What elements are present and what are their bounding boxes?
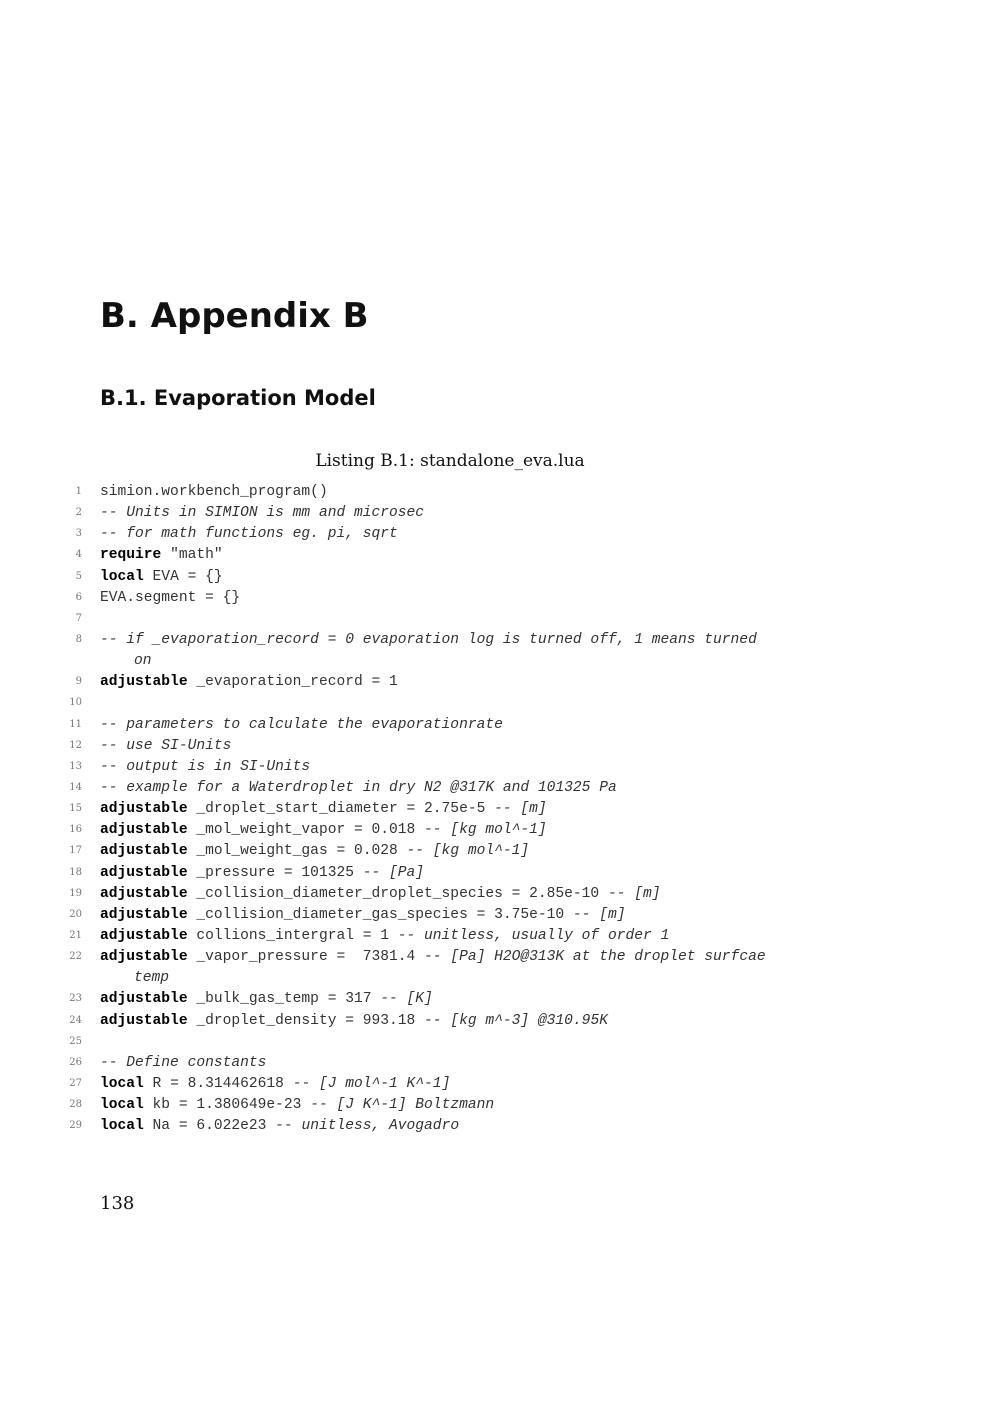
code-text	[100, 545, 223, 566]
line-number: 28	[69, 1099, 82, 1111]
code-text	[100, 1011, 608, 1032]
line-number: 5	[75, 570, 82, 582]
code-body: _mol_weight_vapor = 0.018	[187, 822, 425, 839]
code-line	[0, 1095, 1000, 1116]
code-body: simion.workbench_program()	[100, 484, 328, 500]
line-number: 18	[69, 866, 82, 878]
code-comment: -- parameters to calculate the evaporationrate	[100, 716, 503, 733]
code-line	[0, 820, 1000, 841]
code-keyword: require	[100, 547, 162, 564]
code-body: Na = 6.022e23	[143, 1118, 276, 1135]
line-number: 22	[69, 951, 82, 963]
code-comment: -- [kg mol^-1]	[424, 822, 547, 839]
code-text	[100, 1116, 459, 1137]
code-text	[100, 1074, 450, 1095]
chapter-title: B. Appendix B	[100, 296, 369, 336]
code-comment: -- output is in SI-Units	[100, 758, 311, 775]
code-line	[0, 1032, 1000, 1053]
code-line	[0, 947, 1000, 968]
code-comment: -- Define constants	[100, 1054, 267, 1071]
code-body: _mol_weight_gas = 0.028	[187, 843, 407, 860]
code-text	[100, 524, 398, 545]
code-text	[100, 715, 503, 736]
code-comment: -- [J mol^-1 K^-1]	[292, 1075, 451, 1092]
code-line	[0, 736, 1000, 757]
code-line	[0, 841, 1000, 862]
line-number: 25	[69, 1035, 82, 1047]
code-text	[100, 863, 424, 884]
code-text	[100, 482, 328, 503]
code-text	[100, 630, 757, 651]
code-comment: -- [kg m^-3] @310.95K	[424, 1012, 608, 1029]
code-text	[100, 672, 398, 693]
code-comment: -- [Pa] H2O@313K at the droplet surfcae	[424, 949, 766, 966]
code-line	[0, 503, 1000, 524]
line-number: 16	[69, 824, 82, 836]
code-text	[100, 905, 625, 926]
code-keyword: adjustable	[100, 991, 188, 1008]
code-keyword: adjustable	[100, 864, 188, 881]
code-body: _collision_diameter_droplet_species = 2.85e-10	[187, 885, 608, 902]
code-body: _pressure = 101325	[187, 864, 363, 881]
line-number: 1	[75, 486, 82, 497]
code-line	[0, 1011, 1000, 1032]
code-keyword: local	[100, 568, 144, 585]
code-body: _vapor_pressure = 7381.4	[187, 949, 425, 966]
code-body: _evaporation_record = 1	[187, 674, 398, 691]
code-body: _collision_diameter_gas_species = 3.75e-10	[187, 906, 573, 923]
code-comment: -- unitless, Avogadro	[275, 1118, 460, 1135]
code-text	[100, 926, 669, 947]
code-comment: -- [Pa]	[362, 864, 425, 881]
code-comment: -- for math functions eg. pi, sqrt	[100, 526, 398, 543]
line-number: 11	[69, 718, 82, 730]
code-comment: -- Units in SIMION is mm and microsec	[100, 505, 425, 522]
code-comment: -- [J K^-1] Boltzmann	[310, 1097, 495, 1114]
code-keyword: adjustable	[100, 927, 188, 944]
code-body: _droplet_start_diameter = 2.75e-5	[187, 801, 495, 818]
code-comment: -- if _evaporation_record = 0 evaporation log is turned off, 1 means turned	[100, 631, 757, 648]
line-number: 7	[75, 612, 82, 624]
code-comment: -- [m]	[572, 906, 626, 923]
code-comment: -- [m]	[607, 885, 661, 902]
code-text	[100, 841, 529, 862]
code-body: EVA.segment = {}	[100, 589, 241, 606]
code-body: EVA = {}	[143, 568, 223, 585]
line-number: 27	[69, 1077, 82, 1089]
line-number: 23	[69, 993, 82, 1005]
code-keyword: local	[100, 1097, 144, 1114]
code-body: kb = 1.380649e-23	[143, 1097, 311, 1114]
line-number: 10	[69, 697, 82, 709]
code-line	[0, 1116, 1000, 1137]
code-keyword: adjustable	[100, 801, 188, 818]
code-line	[0, 778, 1000, 799]
code-line	[0, 609, 1000, 630]
code-text	[100, 799, 547, 820]
section-title: B.1. Evaporation Model	[100, 386, 376, 410]
line-number: 12	[69, 739, 82, 751]
line-number: 20	[69, 908, 82, 920]
line-number: 29	[69, 1120, 82, 1132]
code-comment: -- example for a Waterdroplet in dry N2 @317K and 101325 Pa	[100, 779, 617, 796]
line-number: 4	[75, 549, 82, 561]
code-line	[0, 757, 1000, 778]
code-line	[0, 588, 1000, 609]
code-line-continuation	[0, 651, 1000, 672]
code-line	[0, 1074, 1000, 1095]
code-comment: -- [m]	[494, 801, 547, 818]
code-body: _bulk_gas_temp = 317	[187, 991, 381, 1008]
line-number: 17	[69, 845, 82, 857]
code-listing	[0, 482, 1000, 1137]
code-comment: -- use SI-Units	[100, 737, 232, 754]
line-number: 26	[69, 1056, 82, 1068]
code-keyword: adjustable	[100, 1012, 188, 1029]
code-text	[100, 757, 310, 778]
line-number: 19	[69, 887, 82, 899]
code-keyword: local	[100, 1075, 144, 1092]
code-text	[100, 567, 223, 588]
code-keyword: adjustable	[100, 949, 188, 966]
code-line	[0, 567, 1000, 588]
code-text	[100, 1053, 266, 1074]
code-text	[100, 778, 617, 799]
line-number: 6	[75, 591, 82, 603]
line-number: 9	[75, 676, 82, 688]
code-text	[100, 947, 766, 968]
code-keyword: adjustable	[100, 906, 188, 923]
line-number: 3	[75, 528, 82, 540]
line-number: 24	[69, 1014, 82, 1026]
code-keyword: local	[100, 1118, 144, 1135]
listing-caption: Listing B.1: standalone_eva.lua	[315, 451, 585, 471]
code-line	[0, 482, 1000, 503]
code-body: collions_intergral = 1	[187, 927, 398, 944]
code-text	[100, 588, 240, 609]
code-line	[0, 863, 1000, 884]
code-line	[0, 1053, 1000, 1074]
page-number: 138	[100, 1193, 135, 1214]
code-line	[0, 926, 1000, 947]
code-continuation: on	[134, 653, 152, 670]
code-keyword: adjustable	[100, 843, 188, 860]
line-number: 21	[69, 929, 82, 941]
code-text	[100, 1095, 494, 1116]
code-text	[100, 736, 231, 757]
code-keyword: adjustable	[100, 822, 188, 839]
code-body: _droplet_density = 993.18	[187, 1012, 425, 1029]
code-text	[100, 884, 661, 905]
code-body: R = 8.314462618	[143, 1075, 293, 1092]
code-line	[0, 884, 1000, 905]
line-number: 13	[69, 760, 82, 772]
code-comment: -- [K]	[380, 991, 433, 1008]
code-text	[100, 820, 547, 841]
code-keyword: adjustable	[100, 674, 188, 691]
code-body: "math"	[161, 547, 223, 564]
code-text	[100, 503, 424, 524]
code-comment: -- unitless, usually of order 1	[397, 927, 670, 944]
code-line	[0, 905, 1000, 926]
code-line	[0, 715, 1000, 736]
code-line	[0, 693, 1000, 714]
line-number: 8	[75, 633, 82, 645]
code-line	[0, 524, 1000, 545]
line-number: 15	[69, 803, 82, 815]
code-line	[0, 545, 1000, 566]
code-line	[0, 672, 1000, 693]
code-line	[0, 630, 1000, 651]
code-keyword: adjustable	[100, 885, 188, 902]
code-continuation: temp	[134, 970, 170, 987]
code-line-continuation	[0, 968, 1000, 989]
line-number: 14	[69, 781, 82, 793]
code-text	[100, 989, 433, 1010]
code-line	[0, 799, 1000, 820]
line-number: 2	[75, 507, 82, 519]
code-comment: -- [kg mol^-1]	[406, 843, 530, 860]
code-line	[0, 989, 1000, 1010]
